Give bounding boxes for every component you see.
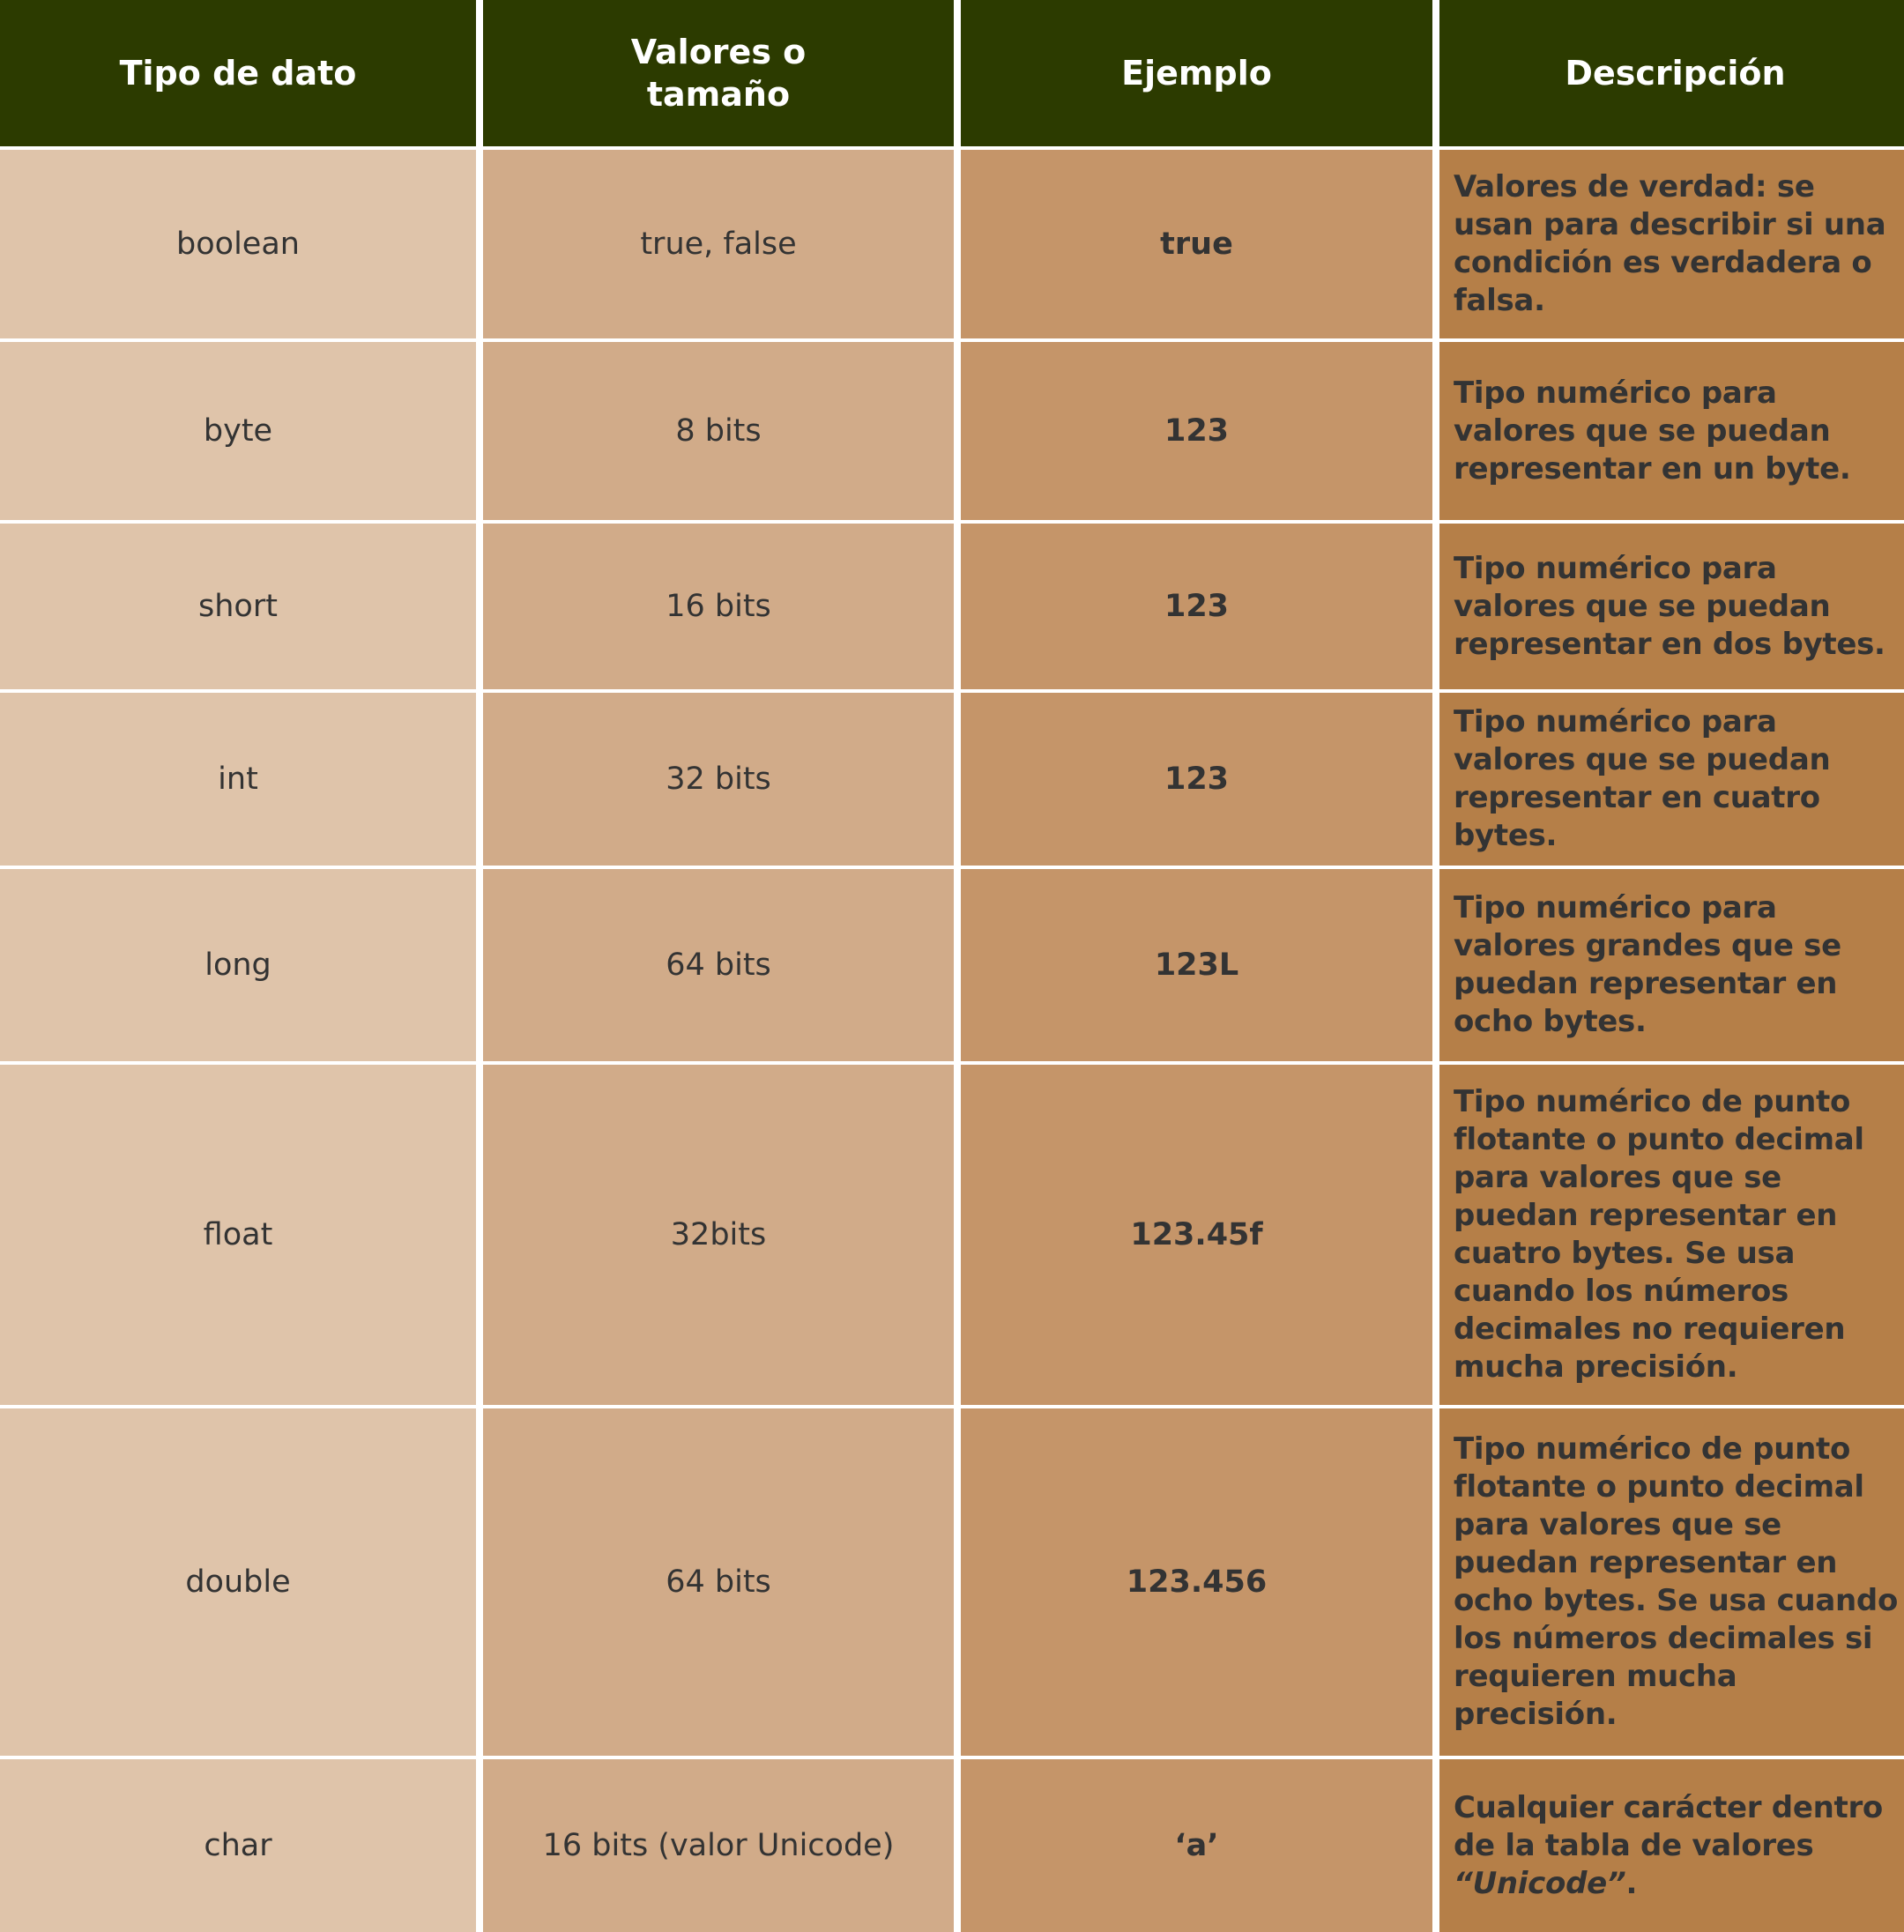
cell-valores-float: 32bits	[483, 1065, 954, 1405]
cell-valores-byte: 8 bits	[483, 342, 954, 520]
header-descripcion: Descripción	[1439, 0, 1904, 146]
cell-tipo-int: int	[0, 693, 476, 866]
descripcion-char-unicode: “Unicode”	[1454, 1865, 1626, 1901]
descripcion-char-post: .	[1625, 1865, 1638, 1901]
cell-descripcion-double: Tipo numérico de punto flotante o punto decimal para valores que se puedan representar en ocho bytes. Se usa cuando los números decimales si requieren mucha precisión.	[1439, 1408, 1904, 1756]
cell-tipo-boolean: boolean	[0, 150, 476, 338]
cell-ejemplo-byte: 123	[961, 342, 1432, 520]
cell-descripcion-char	[1439, 1759, 1904, 1932]
cell-ejemplo-char: ‘a’	[961, 1759, 1432, 1932]
header-valores-o-tamano	[483, 0, 954, 146]
cell-ejemplo-long: 123L	[961, 869, 1432, 1061]
cell-descripcion-long: Tipo numérico para valores grandes que se puedan representar en ocho bytes.	[1439, 869, 1904, 1061]
cell-tipo-byte: byte	[0, 342, 476, 520]
header-valores-line1: Valores o	[630, 33, 807, 71]
cell-descripcion-float: Tipo numérico de punto flotante o punto decimal para valores que se puedan representar en cuatro bytes. Se usa cuando los números decimales no requieren mucha precisión.	[1439, 1065, 1904, 1405]
cell-tipo-double: double	[0, 1408, 476, 1756]
cell-valores-short: 16 bits	[483, 524, 954, 689]
cell-valores-boolean: true, false	[483, 150, 954, 338]
cell-descripcion-int: Tipo numérico para valores que se puedan representar en cuatro bytes.	[1439, 693, 1904, 866]
cell-tipo-float: float	[0, 1065, 476, 1405]
cell-ejemplo-boolean: true	[961, 150, 1432, 338]
header-tipo-de-dato: Tipo de dato	[0, 0, 476, 146]
cell-valores-double: 64 bits	[483, 1408, 954, 1756]
cell-valores-int: 32 bits	[483, 693, 954, 866]
header-ejemplo: Ejemplo	[961, 0, 1432, 146]
cell-tipo-long: long	[0, 869, 476, 1061]
cell-ejemplo-short: 123	[961, 524, 1432, 689]
cell-tipo-char: char	[0, 1759, 476, 1932]
cell-valores-long: 64 bits	[483, 869, 954, 1061]
cell-descripcion-byte: Tipo numérico para valores que se puedan representar en un byte.	[1439, 342, 1904, 520]
descripcion-char-pre: Cualquier carácter dentro de la tabla de valores	[1454, 1789, 1883, 1863]
cell-descripcion-short: Tipo numérico para valores que se puedan representar en dos bytes.	[1439, 524, 1904, 689]
cell-valores-char: 16 bits (valor Unicode)	[483, 1759, 954, 1932]
cell-ejemplo-int: 123	[961, 693, 1432, 866]
header-valores-line2: tamaño	[646, 75, 791, 114]
cell-descripcion-boolean: Valores de verdad: se usan para describir si una condición es verdadera o falsa.	[1439, 150, 1904, 338]
cell-ejemplo-float: 123.45f	[961, 1065, 1432, 1405]
cell-ejemplo-double: 123.456	[961, 1408, 1432, 1756]
cell-tipo-short: short	[0, 524, 476, 689]
